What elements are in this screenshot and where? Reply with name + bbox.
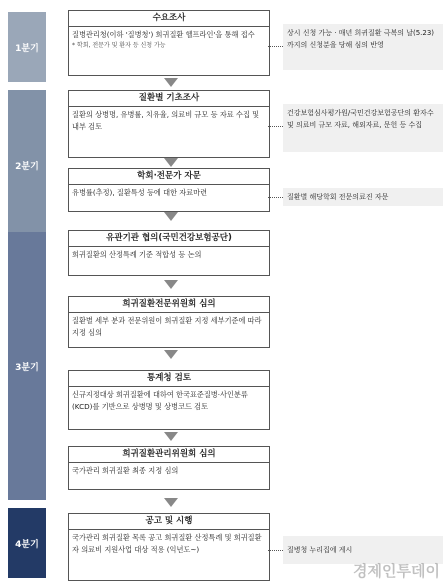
step-expert-consult (68, 168, 270, 212)
step-body: 희귀질환의 산정특례 기준 적합성 등 논의 (72, 250, 202, 259)
step-title: 희귀질환관리위원회 심의 (69, 447, 269, 463)
step-body: 유병률(추정), 질환특성 등에 대한 자료마련 (72, 188, 208, 197)
step-demand-survey (68, 10, 270, 76)
down-arrow-icon (164, 280, 178, 289)
dotted-connector (268, 46, 283, 47)
step-title: 질환별 기초조사 (69, 91, 269, 107)
step-title: 학회·전문가 자문 (69, 169, 269, 185)
down-arrow-icon (164, 212, 178, 221)
side-note-application: 상시 신청 가능 · 매년 희귀질환 극복의 날(5.23)까지의 신청분을 당해 심의 반영 (283, 24, 443, 70)
step-expert-committee (68, 296, 270, 348)
down-arrow-icon (164, 498, 178, 507)
quarter-2-label: 2분기 (8, 90, 46, 240)
step-body: 질환의 상병명, 유병률, 치유율, 의료비 규모 등 자료 수집 및 내부 검토 (72, 110, 260, 131)
step-basic-research (68, 90, 270, 158)
side-note-expert-advice: 질환별 해당학회 전문의료진 자문 (283, 188, 443, 206)
dotted-connector (268, 126, 283, 127)
quarter-4-label: 4분기 (8, 508, 46, 578)
down-arrow-icon (164, 158, 178, 167)
step-title: 통계청 검토 (69, 371, 269, 387)
step-body: 질환별 세부 분과 전문위원이 희귀질환 지정 세부기준에 따라 지정 심의 (72, 316, 262, 337)
side-note-data-collection: 건강보험심사평가원/국민건강보험공단의 환자수 및 의료비 규모 자료, 해외자료, 문헌 등 수집 (283, 104, 443, 152)
watermark-logo: 경제인투데이 (353, 562, 440, 580)
step-statistics-review (68, 370, 270, 430)
step-agency-consult (68, 230, 270, 276)
down-arrow-icon (164, 350, 178, 359)
dotted-connector (268, 550, 283, 551)
step-announcement (68, 513, 270, 581)
quarter-1-label: 1분기 (8, 12, 46, 82)
dotted-connector (268, 197, 283, 198)
quarter-3-label: 3분기 (8, 232, 46, 500)
step-title: 희귀질환전문위원회 심의 (69, 297, 269, 313)
step-management-committee (68, 446, 270, 490)
down-arrow-icon (164, 432, 178, 441)
step-title: 유관기관 협의(국민건강보험공단) (69, 231, 269, 247)
side-note-website-post: 질병청 누리집에 게시 (283, 536, 443, 564)
step-title: 공고 및 시행 (69, 514, 269, 530)
step-title: 수요조사 (69, 11, 269, 27)
down-arrow-icon (164, 78, 178, 87)
step-note: * 학회, 전문가 및 환자 등 신청 가능 (72, 42, 166, 49)
step-body: 국가관리 희귀질환 최종 지정 심의 (72, 466, 179, 475)
step-body: 질병관리청(이하 '질병청') 희귀질환 헬프라인'을 통해 접수 (72, 30, 255, 39)
step-body: 신규지정대상 희귀질환에 대하여 한국표준질병·사인분류(KCD)를 기반으로 상병명 및 상병코드 검토 (72, 390, 248, 411)
step-body: 국가관리 희귀질환 목록 공고 희귀질환 산정특례 및 희귀질환자 의료비 지원사업 대상 적용 (익년도~) (72, 533, 262, 554)
